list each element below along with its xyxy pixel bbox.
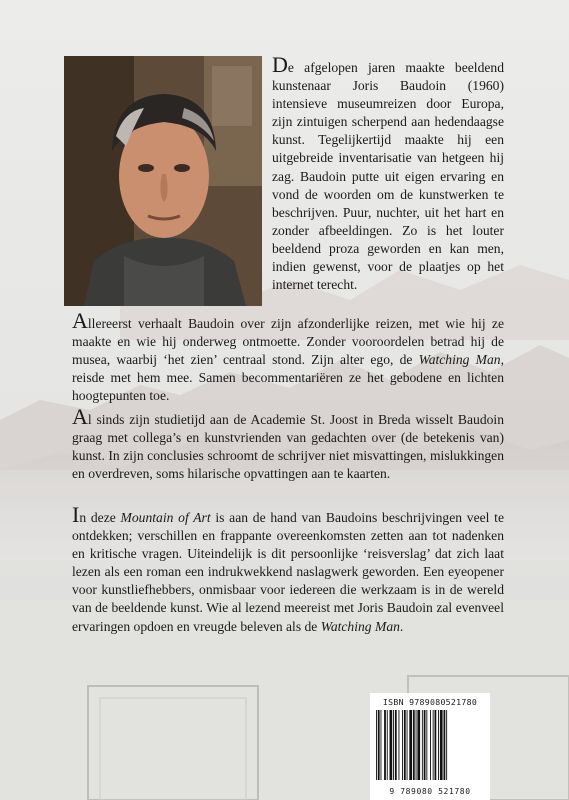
barcode-bar <box>426 710 427 780</box>
paragraph-text: . <box>399 618 404 634</box>
academy-paragraph <box>72 404 504 483</box>
barcode-bar <box>424 710 426 780</box>
barcode-bar <box>413 710 415 780</box>
barcode-bar <box>387 710 388 780</box>
alter-ego-name: Watching Man <box>418 352 501 368</box>
summary-paragraph <box>72 502 504 636</box>
barcode-bar <box>399 710 400 780</box>
barcode-bar <box>416 710 417 780</box>
isbn-label: ISBN 9789080521780 <box>382 697 478 707</box>
paragraph-text: , reisde met hem mee. Samen becommentariëren ze het gebodene en lichten hoogtepunten toe. <box>72 352 504 404</box>
barcode-bar <box>446 710 447 780</box>
paragraph-text: e afgelopen jaren maakte beeldend kunstenaar Joris Baudoin (1960) intensieve museumreizen door Europa, zijn zintuigen scherpend aan hedendaagse kunst. Tegelijkertijd maakte hij een uitgebreide inventarisatie van hetgeen hij zag. Baudoin putte uit eigen ervaring en vond de woorden om de kunstwerken te beschrijven. Puur, nuchter, uit het hart en zonder afbeeldingen. Zo is het louter beeldend proza geworden en kan men, indien gewenst, voor de plaatjes op het internet terecht. <box>272 60 504 293</box>
barcode-bar <box>438 710 439 780</box>
barcode-bar <box>384 710 386 780</box>
barcode-bar <box>435 710 437 780</box>
barcode-bar <box>409 710 412 780</box>
paragraph-text: n deze <box>79 510 121 525</box>
barcode-bar <box>430 710 431 780</box>
book-title: Mountain of Art <box>120 510 211 525</box>
travel-paragraph <box>72 308 504 405</box>
barcode-bar <box>393 710 394 780</box>
barcode-bar <box>378 710 380 780</box>
isbn-barcode <box>370 693 490 800</box>
barcode-bar <box>417 710 420 780</box>
author-portrait-image <box>64 56 262 306</box>
barcode-bar <box>402 710 403 780</box>
barcode-digits: 9 789080 521780 <box>389 787 471 796</box>
barcode-bar <box>444 710 446 780</box>
barcode-bar <box>440 710 443 780</box>
drop-initial: A <box>72 404 88 429</box>
barcode-bar <box>376 710 377 780</box>
drop-initial: I <box>72 502 80 527</box>
barcode-bar <box>381 710 382 780</box>
barcode-bar <box>395 710 397 780</box>
barcode-bar <box>407 710 408 780</box>
barcode-bar <box>422 710 423 780</box>
drop-initial: D <box>272 52 288 77</box>
drop-initial: A <box>72 308 88 333</box>
paragraph-text: l sinds zijn studietijd aan de Academie St. Joost in Breda wisselt Baudoin graag met collega’s en kunstvrienden van gedachten over (de betekenis van) kunst. In zijn conclusies schroomt de schrijver niet misvattingen, mislukkingen en overdreven, soms hilarische opvattingen aan te kaarten. <box>72 412 504 482</box>
alter-ego-name: Watching Man <box>320 618 400 634</box>
barcode-bar <box>433 710 434 780</box>
barcode-bars <box>375 710 485 780</box>
intro-paragraph <box>272 52 504 294</box>
paragraph-text: llereerst verhaalt Baudoin over zijn afzonderlijke reizen, met wie hij ze maakte en wie hij onderweg ontmoette. Zonder vooroordelen betrad hij de musea, waarbij ‘het zien’ centraal stond. Zijn alter ego, de <box>72 316 504 368</box>
author-portrait <box>64 56 262 306</box>
paragraph-text: is aan de hand van Baudoins beschrijvingen veel te ontdekken; verschillen en frappante overeenkomsten zetten aan tot nadenken en kritische vragen. Uiteindelijk is dit persoonlijke ‘reisverslag’ dat zich laat lezen als een roman een indrukwekkend naslagwerk geworden. Een eyeopener voor kunstliefhebbers, onmisbaar voor iedereen die werkzaam is in de wereld van de beeldende kunst. Wie al lezend meereist met Joris Baudoin zal evenveel ervaringen opdoen en vreugde beleven als de <box>72 510 504 634</box>
barcode-bar <box>404 710 406 780</box>
barcode-bar <box>390 710 393 780</box>
